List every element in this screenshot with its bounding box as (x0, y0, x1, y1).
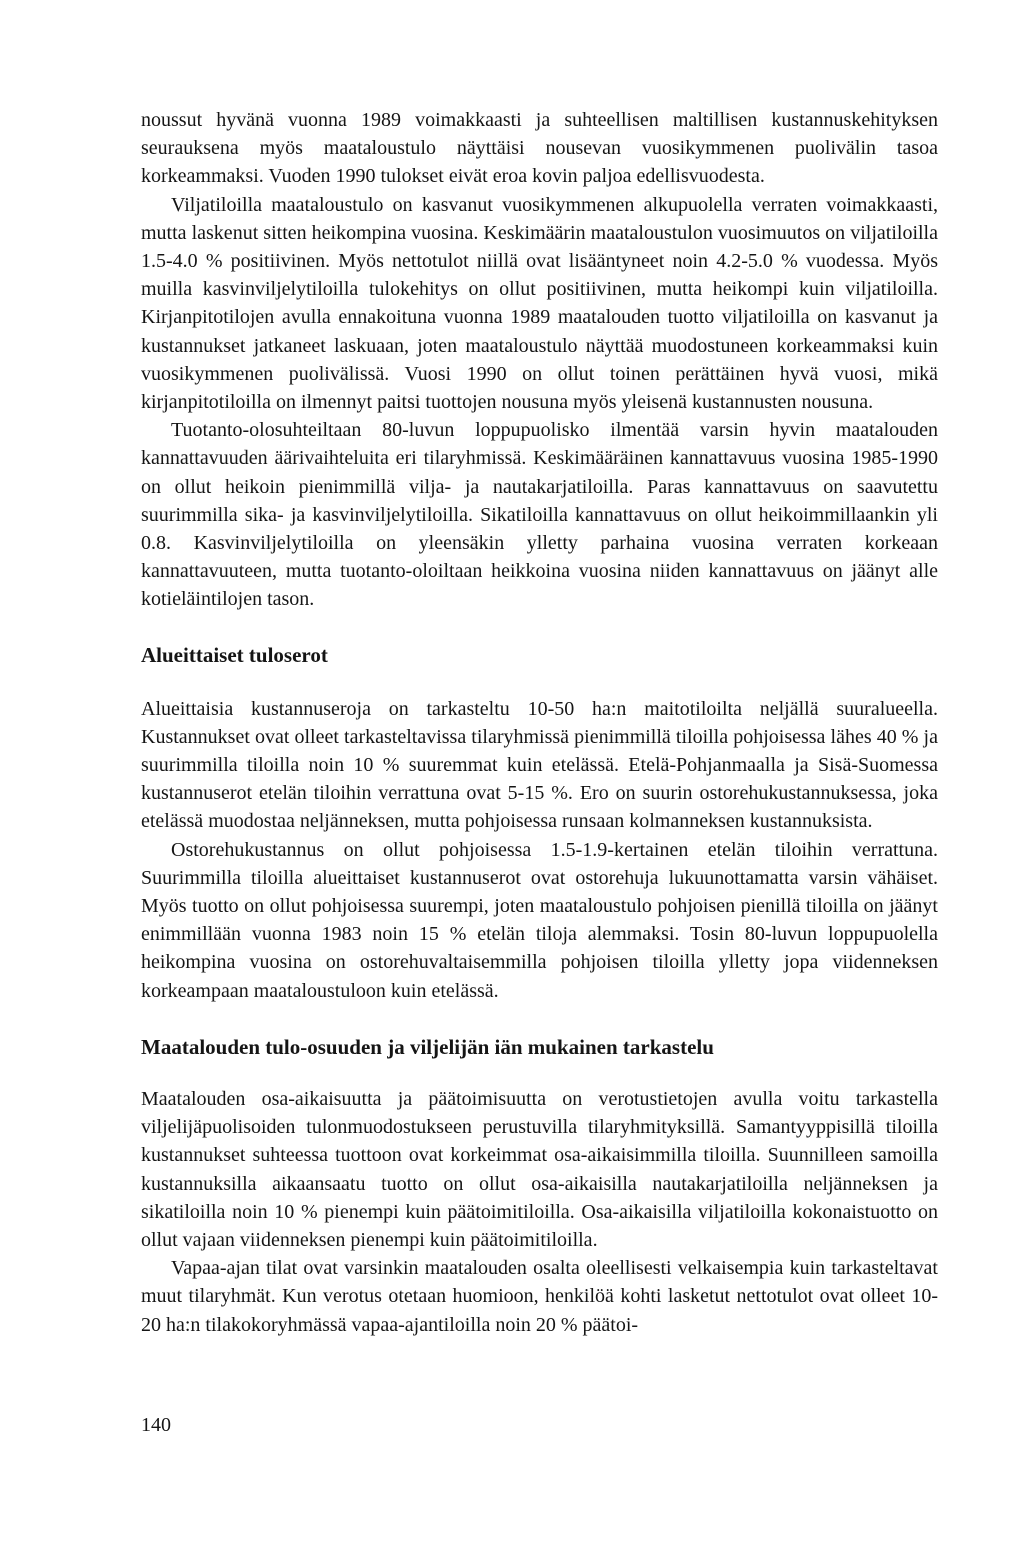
paragraph: Viljatiloilla maataloustulo on kasvanut vuosikymmenen alkupuolella verraten voimakkaasti, mutta laskenut sitten heikompina vuosina. Keskimäärin maataloustulon vuosimuutos on viljatiloilla 1.5-4.0 % positiivinen. Myös nettotulot niillä ovat lisääntyneet noin 4.2-5.0 % vuodessa. Myös muilla kasvinviljelytiloilla tulokehitys on ollut positiivinen, mutta heikompi kuin viljatiloilla. Kirjanpitotilojen avulla ennakoituna vuonna 1989 maatalouden tuotto viljatiloilla on kasvanut ja kustannukset jatkaneet laskuaan, joten maataloustulo näyttää muodostuneen korkeammaksi kuin vuosikymmenen puolivälissä. Vuosi 1990 on ollut toinen perättäinen hyvä vuosi, mikä kirjanpitotiloilla on ilmennyt paitsi tuottojen nousuna myös yleisenä kustannusten nousuna. (141, 193, 938, 414)
paragraph: Vapaa-ajan tilat ovat varsinkin maatalouden osalta oleellisesti velkaisempia kuin tarkasteltavat muut tilaryhmät. Kun verotus otetaan huomioon, henkilöä kohti lasketut nettotulot ovat olleet 10-20 ha:n tilakokoryhmässä vapaa-ajantiloilla noin 20 % päätoi- (141, 1257, 938, 1336)
paragraph: Alueittaisia kustannuseroja on tarkasteltu 10-50 ha:n maitotiloilta neljällä suuralueella. Kustannukset ovat olleet tarkasteltavissa tilaryhmissä pienimmillä tiloilla pohjoisessa lähes 40 % ja suurimmilla tiloilla noin 10 % suuremmat kuin etelässä. Etelä-Pohjanmaalla ja Sisä-Suomessa kustannuserot etelän tiloihin verrattuna ovat 5-15 %. Ero on suurin ostorehukustannuksessa, joka etelässä muodostaa neljänneksen, mutta pohjoisessa runsaan kolmanneksen kustannuksista. (141, 697, 938, 833)
paragraph: Maatalouden osa-aikaisuutta ja päätoimisuutta on verotustietojen avulla voitu tarkastella viljelijäpuolisoiden tulonmuodostukseen perustuvilla tilaryhmityksillä. Samantyyppisillä tiloilla kustannukset suhteessa tuottoon ovat korkeimmat osa-aikaisimmilla tiloilla. Suunnilleen samoilla kustannuksilla aikaansaatu tuotto on ollut osa-aikaisilla nautakarjatiloilla neljänneksen ja sikatiloilla noin 10 % pienempi kuin päätoimitiloilla. Osa-aikaisilla viljatiloilla kokonaistuotto on ollut vajaan viidenneksen pienempi kuin päätoimitiloilla. (141, 1087, 938, 1251)
section-heading: Alueittaiset tuloserot (141, 642, 328, 667)
page-body (141, 106, 938, 1339)
paragraph: Ostorehukustannus on ollut pohjoisessa 1.5-1.9-kertainen etelän tiloihin verrattuna. Suurimmilla tiloilla alueittaiset kustannuserot ovat ostorehuja lukuunottamatta varsin vähäiset. Myös tuotto on ollut pohjoisessa suurempi, joten maataloustulo pohjoisen pienillä tiloilla on jäänyt enimmillään vuonna 1983 noin 15 % etelän tiloja alemmaksi. Tosin 80-luvun loppupuolella heikompina vuosina on ostorehuvaltaisemmilla pohjoisen tiloilla ylletty jopa viidenneksen korkeampaan maataloustuloon kuin etelässä. (141, 838, 938, 1002)
paragraph: noussut hyvänä vuonna 1989 voimakkaasti ja suhteellisen maltillisen kustannuskehityksen seurauksena myös maataloustulo näyttäisi nousevan vuosikymmenen puolivälin tasoa korkeammaksi. Vuoden 1990 tulokset eivät eroa kovin paljoa edellisvuodesta. (141, 109, 938, 188)
paragraph: Tuotanto-olosuhteiltaan 80-luvun loppupuolisko ilmentää varsin hyvin maatalouden kannattavuuden äärivaihteluita eri tilaryhmissä. Keskimääräinen kannattavuus vuosina 1985-1990 on ollut heikoin pienimmillä vilja- ja nautakarjatiloilla. Paras kannattavuus on saavutettu suurimmilla sika- ja kasvinviljelytiloilla. Sikatiloilla kannattavuus on ollut heikoimmillaankin yli 0.8. Kasvinviljelytiloilla on yleensäkin ylletty parhaina vuosina verraten korkeaan kannattavuuteen, mutta tuotanto-oloiltaan heikkoina vuosina niiden kannattavuus on jäänyt alle kotieläintilojen tason. (141, 419, 938, 611)
section-heading: Maatalouden tulo-osuuden ja viljelijän iän mukainen tarkastelu (141, 1034, 714, 1059)
page-number: 140 (141, 1414, 171, 1436)
